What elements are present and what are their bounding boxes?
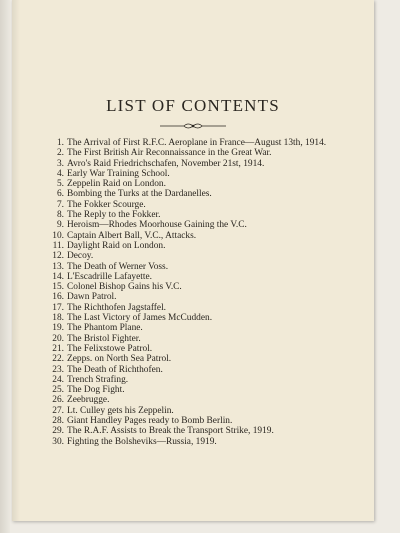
contents-list <box>50 138 326 447</box>
book-page <box>12 0 374 521</box>
contents-entry <box>50 241 326 251</box>
entry-title: Fighting the Bolsheviks—Russia, 1919. <box>67 436 217 447</box>
entry-title: Captain Albert Ball, V.C., Attacks. <box>67 230 197 241</box>
contents-entry <box>50 251 326 261</box>
entry-number: 10. <box>52 230 64 241</box>
entry-number: 25. <box>52 385 64 396</box>
entry-number: 14. <box>52 271 64 282</box>
contents-entry <box>50 416 326 426</box>
entry-title: Colonel Bishop Gains his V.C. <box>67 282 182 293</box>
entry-number: 22. <box>52 354 64 365</box>
entry-title: Decoy. <box>67 251 94 262</box>
entry-title: Zeebrugge. <box>67 395 110 406</box>
entry-number: 3. <box>56 158 64 169</box>
adjacent-page-edge <box>0 0 10 533</box>
entry-title: The Death of Werner Voss. <box>67 261 169 272</box>
contents-entry <box>50 189 326 199</box>
entry-title: Zeppelin Raid on London. <box>67 179 166 190</box>
entry-title: Lt. Culley gets his Zeppelin. <box>67 405 174 416</box>
entry-number: 11. <box>52 240 64 251</box>
entry-number: 8. <box>56 210 64 221</box>
contents-entry <box>50 406 326 416</box>
entry-title: The Phantom Plane. <box>67 323 143 334</box>
entry-title: The Dog Fight. <box>67 385 125 396</box>
contents-entry <box>50 210 326 220</box>
entry-number: 17. <box>52 302 64 313</box>
entry-number: 12. <box>52 251 64 262</box>
entry-number: 23. <box>52 364 64 375</box>
entry-title: The First British Air Reconnaissance in the Great War. <box>67 148 272 159</box>
entry-number: 7. <box>56 199 64 210</box>
entry-number: 24. <box>52 374 64 385</box>
contents-entry <box>50 375 326 385</box>
contents-entry <box>50 179 326 189</box>
contents-entry <box>50 426 326 436</box>
entry-title: The Reply to the Fokker. <box>67 210 161 221</box>
entry-title: Early War Training School. <box>67 168 170 179</box>
contents-entry <box>50 323 326 333</box>
entry-title: The Arrival of First R.F.C. Aeroplane in France—August 13th, 1914. <box>67 138 327 148</box>
contents-entry <box>50 313 326 323</box>
entry-number: 29. <box>52 426 64 437</box>
contents-entry <box>50 138 326 148</box>
contents-entry <box>50 303 326 313</box>
contents-entry <box>50 220 326 230</box>
entry-title: The Death of Richthofen. <box>67 364 163 375</box>
ornament-divider <box>12 120 374 132</box>
entry-number: 21. <box>52 343 64 354</box>
contents-entry <box>50 148 326 158</box>
entry-number: 19. <box>52 323 64 334</box>
contents-entry <box>50 365 326 375</box>
entry-title: The Fokker Scourge. <box>67 199 146 210</box>
contents-entry <box>50 262 326 272</box>
entry-title: Trench Strafing. <box>67 374 129 385</box>
contents-entry <box>50 385 326 395</box>
entry-title: The Bristol Fighter. <box>67 333 141 344</box>
entry-title: The R.A.F. Assists to Break the Transport Strike, 1919. <box>67 426 274 437</box>
entry-title: The Felixstowe Patrol. <box>67 343 153 354</box>
contents-entry <box>50 395 326 405</box>
entry-number: 2. <box>56 148 64 159</box>
contents-entry <box>50 231 326 241</box>
entry-title: Dawn Patrol. <box>67 292 117 303</box>
page-title: LIST OF CONTENTS <box>106 96 280 115</box>
contents-entry <box>50 292 326 302</box>
contents-entry <box>50 159 326 169</box>
entry-number: 1. <box>56 138 64 148</box>
entry-number: 27. <box>52 405 64 416</box>
entry-number: 20. <box>52 333 64 344</box>
entry-number: 13. <box>52 261 64 272</box>
contents-entry <box>50 200 326 210</box>
entry-number: 16. <box>52 292 64 303</box>
contents-entry <box>50 354 326 364</box>
entry-title: Bombing the Turks at the Dardanelles. <box>67 189 212 200</box>
entry-title: The Last Victory of James McCudden. <box>67 313 213 324</box>
entry-number: 30. <box>52 436 64 447</box>
contents-entry <box>50 169 326 179</box>
entry-title: Daylight Raid on London. <box>67 240 166 251</box>
entry-title: Avro's Raid Friedrichschafen, November 21st, 1914. <box>67 158 265 169</box>
contents-entry <box>50 437 326 447</box>
contents-entry <box>50 282 326 292</box>
entry-number: 28. <box>52 416 64 427</box>
entry-number: 9. <box>56 220 64 231</box>
entry-number: 26. <box>52 395 64 406</box>
entry-title: Giant Handley Pages ready to Bomb Berlin. <box>67 416 233 427</box>
entry-title: Heroism—Rhodes Moorhouse Gaining the V.C. <box>67 220 247 231</box>
contents-entry <box>50 344 326 354</box>
entry-title: Zepps. on North Sea Patrol. <box>67 354 172 365</box>
entry-title: The Richthofen Jagstaffel. <box>67 302 167 313</box>
entry-number: 18. <box>52 313 64 324</box>
entry-number: 6. <box>56 189 64 200</box>
contents-entry <box>50 334 326 344</box>
contents-entry <box>50 272 326 282</box>
entry-number: 4. <box>56 168 64 179</box>
entry-number: 15. <box>52 282 64 293</box>
page-spine-shadow <box>12 0 20 521</box>
entry-title: L'Escadrille Lafayette. <box>67 271 152 282</box>
entry-number: 5. <box>56 179 64 190</box>
